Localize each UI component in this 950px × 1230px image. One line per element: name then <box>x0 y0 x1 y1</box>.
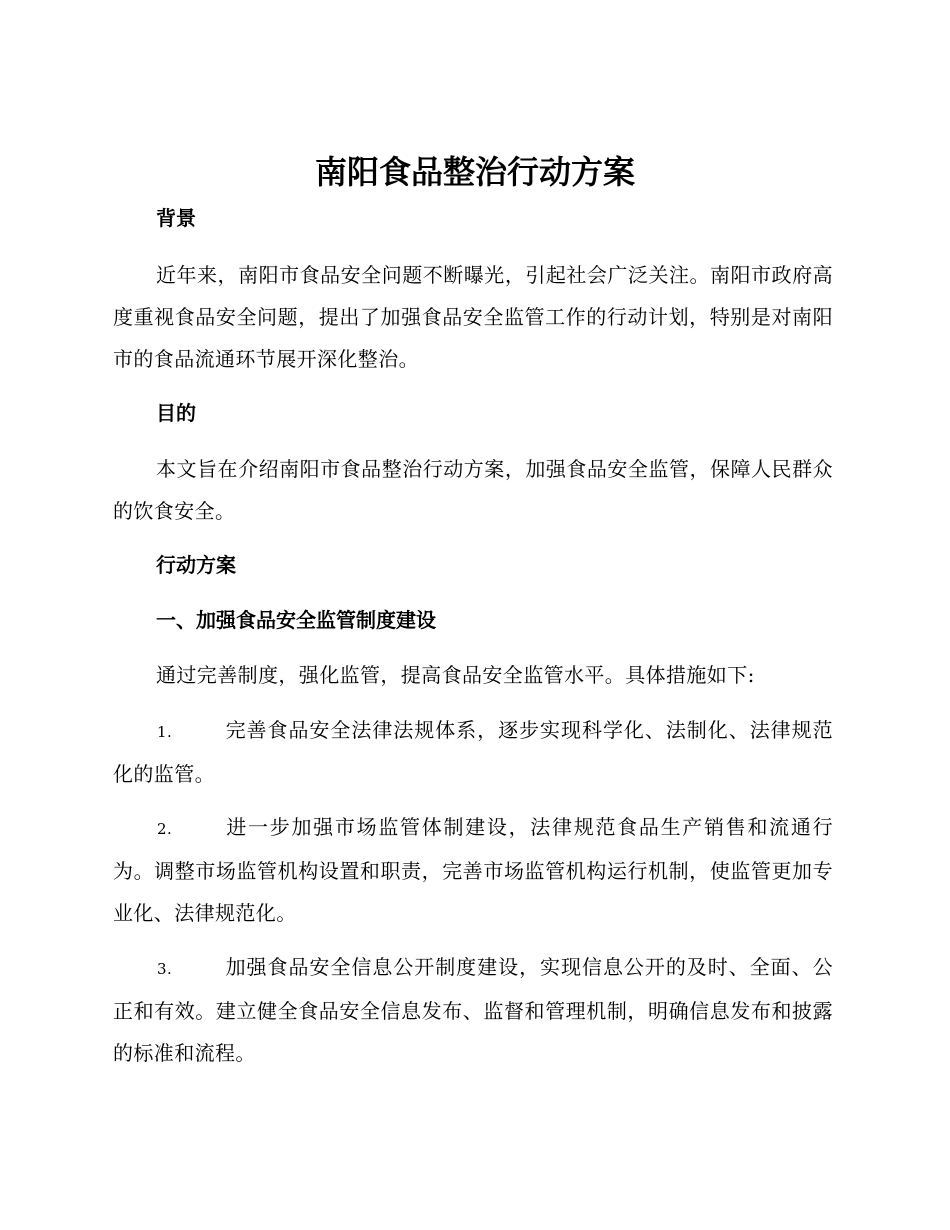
subsection-1-heading: 一、加强食品安全监管制度建设 <box>156 608 436 632</box>
background-heading: 背景 <box>156 206 196 230</box>
list-item-number: 3. <box>157 960 173 978</box>
list-item-text: 完善食品安全法律法规体系，逐步实现科学化、法制化、法律规范化的监管。 <box>113 718 833 786</box>
purpose-heading: 目的 <box>156 401 196 425</box>
list-item-2 <box>113 806 833 934</box>
action-plan-heading: 行动方案 <box>156 553 236 577</box>
purpose-paragraph: 本文旨在介绍南阳市食品整治行动方案，加强食品安全监管，保障人民群众的饮食安全。 <box>113 457 833 523</box>
list-item-text: 进一步加强市场监管体制建设，法律规范食品生产销售和流通行为。调整市场监管机构设置和职责，完善市场监管机构运行机制，使监管更加专业化、法律规范化。 <box>113 815 833 925</box>
list-item-1 <box>113 709 833 795</box>
subsection-1-intro: 通过完善制度，强化监管，提高食品安全监管水平。具体措施如下: <box>156 663 755 687</box>
background-paragraph: 近年来，南阳市食品安全问题不断曝光，引起社会广泛关注。南阳市政府高度重视食品安全问题，提出了加强食品安全监管工作的行动计划，特别是对南阳市的食品流通环节展开深化整治。 <box>113 263 833 371</box>
document-title: 南阳食品整治行动方案 <box>314 153 635 191</box>
list-item-number: 1. <box>157 723 173 741</box>
list-item-3 <box>113 946 833 1074</box>
list-item-text: 加强食品安全信息公开制度建设，实现信息公开的及时、全面、公正和有效。建立健全食品安全信息发布、监督和管理机制，明确信息发布和披露的标准和流程。 <box>113 955 833 1065</box>
list-item-number: 2. <box>157 820 173 838</box>
